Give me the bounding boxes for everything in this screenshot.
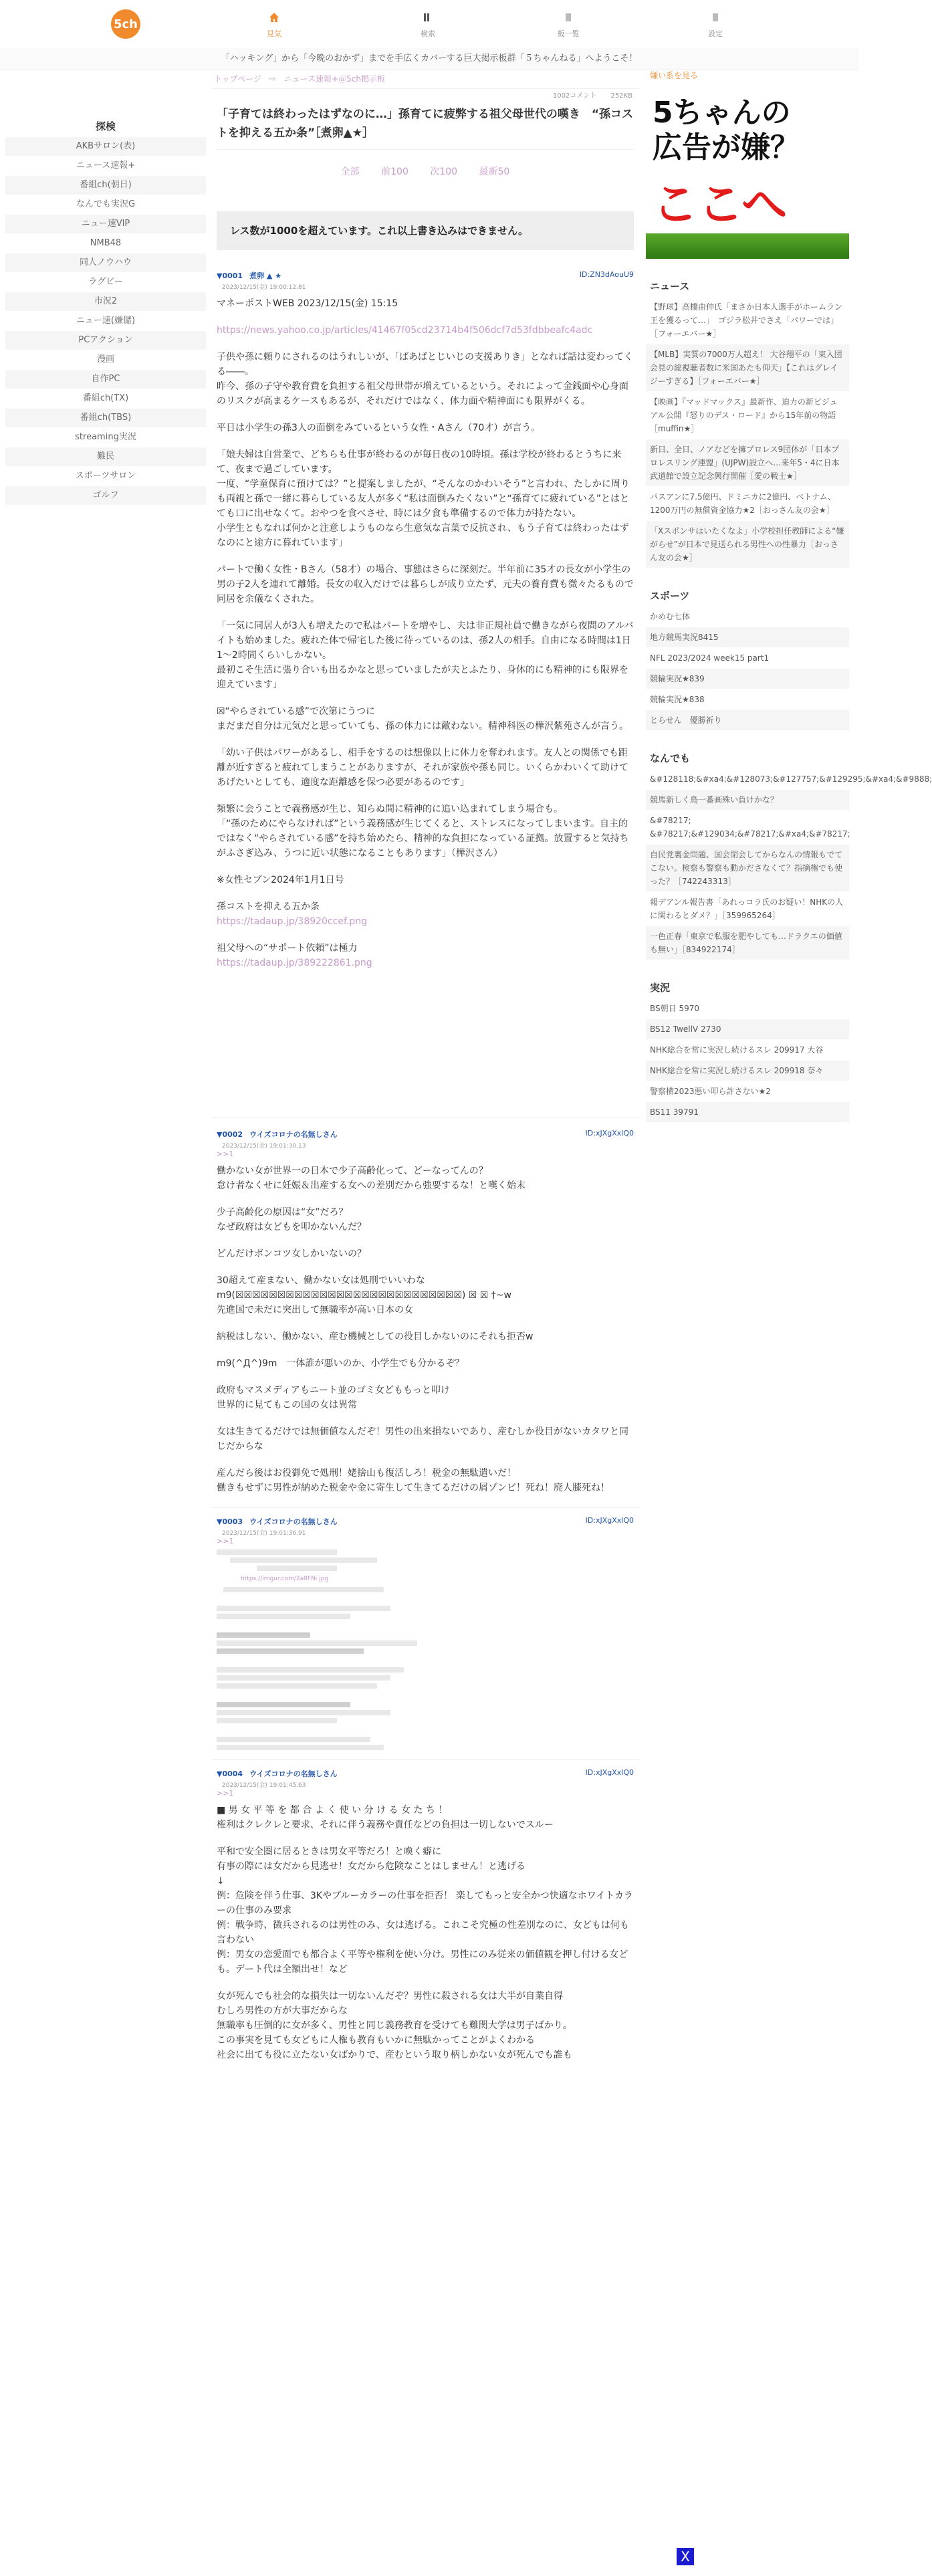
nav-search[interactable] [381, 12, 475, 39]
post-number[interactable]: ▼0004 [217, 1769, 243, 1778]
post-paragraph: どんだけボンコツ女しかいないの？ [217, 1249, 366, 1259]
thread-title: 「子育ては終わったはずなのに…」孫育てに疲弊する祖父母世代の嘆き “孫コストを抑える五か条”［煮卵▲★］ [217, 105, 634, 150]
board-link[interactable]: 番組ch(TX) [5, 389, 206, 409]
nav-home-label: 見気 [267, 29, 281, 38]
sidebar-thread-link[interactable]: 地方競馬実況8415 [646, 627, 849, 648]
sidebar-thread-link[interactable]: 【野球】高橋由伸氏「まさか日本人選手がホームラン王を獲るって…」 ゴジラ松井でさえ「パワーでは」［フォーエバー★］ [646, 297, 849, 344]
post-author: 煮卵 ▲ ★ [249, 272, 282, 280]
post-author: ウイズコロナの名無しさん [249, 1517, 338, 1526]
post-date: 2023/12/15(金) 19:00:12.81 [222, 284, 306, 291]
sidebar-thread-link[interactable]: 「Xスポンサはいたくなよ」小学校担任教師による“嫌がらせ”が日本で見送られる男性への性暴力［おっさん友の会★］ [646, 521, 849, 568]
sidebar-thread-link[interactable]: &#78217; &#78217;&#129034;&#78217;&#xa4;&#78217; [646, 811, 849, 845]
nav-home[interactable] [227, 12, 321, 39]
post-link[interactable]: https://tadaup.jp/389222861.png [217, 958, 372, 968]
post-date: 2023/12/15(金) 19:01:36.91 [222, 1530, 306, 1537]
post-header [217, 1768, 634, 1779]
board-link[interactable]: ラグビー [5, 273, 206, 292]
sidebar-thread-link[interactable]: 競輪実況★839 [646, 669, 849, 689]
site-logo[interactable]: 5ch [111, 9, 140, 39]
post-paragraph: マネーポストWEB 2023/12/15(金) 15:15 [217, 298, 398, 309]
reply-anchor[interactable]: >>1 [217, 1789, 234, 1798]
sidebar-thread-link[interactable]: &#128118;&#xa4;&#128073;&#127757;&#129295;&#xa4;&#9888; [646, 769, 849, 790]
ad-line3: ここへ [653, 179, 788, 231]
post-header [217, 1516, 634, 1527]
board-link[interactable]: ニュース速報+ [5, 156, 206, 176]
sidebar-thread-link[interactable]: とらせん 優勝祈り [646, 710, 849, 731]
ascii-link[interactable]: https://imgur.com/2a8FNi.jpg [241, 1576, 329, 1582]
ad-banner[interactable] [646, 84, 849, 259]
post-paragraph: 女は生きてるだけでは無価値なんだぞ！男性の出来損ないであり、産むしか役目がないカタワと同じだからな [217, 1426, 628, 1452]
post-paragraph: ☒“やらされている感”で次第にうつに まだまだ自分は元気だと思っていても、孫の体力には敵わない。精神科医の樺沢紫苑さんが言う。 [217, 706, 628, 732]
post-number[interactable]: ▼0003 [217, 1517, 243, 1526]
post-link[interactable]: https://news.yahoo.co.jp/articles/41467f05cd23714b4f506dcf7d53fdbbeafc4adc [217, 325, 593, 336]
board-link[interactable]: 市況2 [5, 292, 206, 312]
post-paragraph: 「一気に同居人が3人も増えたので私はパートを増やし、夫は非正規社員で働きながら夜間のアルバイトも始めました。疲れた体で帰宅した後に待っているのは、孫2人の相手。自由になる時間は1日1～2時間くらいしかない。 最初こそ生活に張り合いも出るかなと思っていましたが夫とふたり、身体的にも精神的にも限界を迎えています」 [217, 621, 634, 690]
post-paragraph: 子供や孫に頼りにされるのはうれしいが、「ばあばとじいじの支援ありき」となれば話は変わってくる――。 昨今、孫の子守や教育費を負担する祖父母世帯が増えているという。それによって金銭面や心身面のリスクが高まるケースもあるが、それだけではなく、体力面や精神面にも限界がくる。 [217, 352, 633, 407]
post-paragraph: m9(^Д^)9m 一体誰が悪いのか、小学生でも分かるぞ？ [217, 1358, 465, 1369]
post-paragraph: 「幼い子供はパワーがあるし、相手をするのは想像以上に体力を奪われます。友人との関係でも距離が近すぎると疲れてしまうことがありますが、それが家族や孫も同じ。いくらかわいくて助けてあげたいとしても、適度な距離感を保つ必要があるのです」 [217, 748, 628, 788]
sidebar-section-title: 実況 [650, 982, 671, 994]
breadcrumb-board-link[interactable]: ニュース速報+＠5ch掲示板 [283, 74, 385, 84]
pager-next100[interactable]: 次100 [430, 167, 458, 177]
pager-latest50[interactable]: 最新50 [479, 167, 510, 177]
thread-full-warning: レス数が1000を超えています。これ以上書き込みはできません。 [217, 211, 634, 250]
post-paragraph: 平日は小学生の孫3人の面倒をみているという女性・Aさん（70才）が言う。 [217, 423, 541, 433]
post [217, 1768, 634, 2062]
pager-prev100[interactable]: 前100 [381, 167, 409, 177]
post-header [217, 270, 634, 281]
sidebar-thread-link[interactable]: 【映画】『マッドマックス』最新作、迫力の新ビジュアル公開『怒りのデス・ロード』から15年前の物語［muffin★］ [646, 392, 849, 439]
sidebar-thread-link[interactable]: NFL 2023/2024 week15 part1 [646, 648, 849, 669]
pager-all[interactable]: 全部 [340, 167, 360, 177]
board-list [5, 137, 206, 506]
reply-anchor[interactable]: >>1 [217, 1150, 234, 1158]
post-author: ウイズコロナの名無しさん [249, 1130, 338, 1139]
nav-search-label: 検索 [421, 29, 435, 38]
sidebar-thread-link[interactable]: NHK総合を常に実況し続けるスレ 209917 大谷 [646, 1040, 849, 1061]
post-divider [211, 1117, 639, 1118]
sidebar-section [646, 588, 849, 731]
sidebar-section-title: なんでも [650, 752, 691, 764]
sidebar-thread-link[interactable]: 報デアンル報告書「あれっコラ氏のお疑い！NHKの人に関わるとダメ？」［359965264］ [646, 892, 849, 926]
pager [211, 165, 639, 178]
sidebar-thread-link[interactable]: 警察横2023悪い叩ら許さない★2 [646, 1081, 849, 1102]
right-sidebar [646, 70, 932, 1123]
sidebar-thread-link[interactable]: かめむ七体 [646, 607, 849, 627]
post-paragraph: 孫コストを抑える五か条 https://tadaup.jp/38920ccef.png [217, 901, 367, 927]
post-id[interactable]: ID:xJXgXxlQ0 [585, 1129, 634, 1138]
post-paragraph: 「娘夫婦は自営業で、どちらも仕事が終わるのが毎日夜の10時頃。孫は学校が終わるとうちに来て、夜まで過ごしています。 一度、“学童保育に預けては？”と提案しましたが、“そんなのかわいそう”と言われ、たしかに周りも両親と孫で一緒に暮らしている友人が多く“私は面倒みたくない”と“孫育てに疲れている”とはとても口に出せなくて。おやつを食べさせ、時には夕食も準備するので体力が持たない。 小学生ともなれば何かと注意しようものなら生意気な言葉で反抗され、もう子育ては終わったはずなのにと途方に暮れています」 [217, 449, 630, 548]
post-body [217, 1803, 634, 2062]
board-link[interactable]: ニュー速VIP [5, 215, 206, 234]
sidebar-thread-link[interactable]: BS11 39791 [646, 1102, 849, 1123]
sidebar-section [646, 279, 849, 568]
left-sidebar-title: 探検 [95, 120, 116, 132]
sidebar-thread-link[interactable]: NHK総合を常に実況し続けるスレ 209918 奈々 [646, 1061, 849, 1081]
home-icon [227, 12, 321, 24]
ad-caption[interactable]: 嫌い系を見る [650, 71, 699, 80]
nav-board-list[interactable] [521, 12, 615, 39]
left-sidebar [5, 119, 206, 506]
post-link[interactable]: https://tadaup.jp/38920ccef.png [217, 916, 367, 927]
sidebar-thread-link[interactable]: パスアンに7.5億円、ドミニカに2億円、ベトナム、1200万円の無償資金協力★2［おっさん友の会★］ [646, 487, 849, 521]
sidebar-thread-link[interactable]: BS12 TwellV 2730 [646, 1019, 849, 1040]
sidebar-thread-link[interactable]: 新日、全日、ノアなどを擁プロレス9団体が「日本プロレスリング連盟」(UJPW)設立へ…来年5・4に日本武道館で設立記念興行開催［愛の戦士★］ [646, 439, 849, 487]
breadcrumb-separator-icon: ⇨ [269, 74, 276, 84]
board-link[interactable]: streaming実況 [5, 428, 206, 447]
post [217, 1129, 634, 1495]
comment-count: 1002コメント [552, 92, 597, 100]
sidebar-thread-link[interactable]: BS朝日 5970 [646, 998, 849, 1019]
post-paragraph: 30超えて産まない、働かない女は処刑でいいわな m9(☒☒☒☒☒☒☒☒☒☒☒☒☒☒☒☒☒☒☒☒☒☒☒☒☒☒☒) ☒ ☒ †~w 先進国で未だに突出して無職率が高い日本の女 [217, 1275, 511, 1315]
post-paragraph: 働かない女が世界一の日本で少子高齢化って、どーなってんの？ 怠け者なくせに妊娠＆出産する女への差別だから強要するな！と嘆く始末 [217, 1166, 526, 1191]
board-link[interactable]: スポーツサロン [5, 467, 206, 486]
announcement-bar: 「ハッキング」から「今晩のおかず」までを手広くカバーする巨大掲示板群「５ちゃんねる」へようこそ！ [0, 48, 858, 70]
ad-line1: 5ちゃんの 広告が嫌？ [653, 96, 800, 165]
thread-meta [211, 89, 639, 104]
post-author: ウイズコロナの名無しさん [249, 1769, 338, 1778]
post [217, 1516, 634, 1750]
ascii-art [217, 1549, 634, 1750]
nav-settings[interactable] [669, 12, 762, 39]
post-id[interactable]: ID:xJXgXxlQ0 [585, 1768, 634, 1777]
post-paragraph: 祖父母への“サポート依頼”は極力 https://tadaup.jp/389222861.png [217, 943, 372, 968]
post-id[interactable]: ID:xJXgXxlQ0 [585, 1516, 634, 1525]
post-body [217, 296, 634, 970]
post-paragraph [217, 323, 634, 338]
board-link[interactable]: 同人ノウハウ [5, 253, 206, 273]
board-link[interactable]: 番組ch(朝日) [5, 176, 206, 195]
board-list-icon [521, 12, 615, 24]
sidebar-thread-link[interactable]: 【MLB】実質の7000万人超え！ 大谷翔平の「東入団会見の総視聴者数に米国あたも仰天」【これはグレイジーすぎる】［フォーエバー★］ [646, 344, 849, 392]
gear-icon [669, 12, 762, 24]
post-number[interactable]: ▼0002 [217, 1130, 243, 1139]
board-link[interactable]: なんでも実況G [5, 195, 206, 215]
sidebar-section [646, 980, 849, 1123]
sidebar-thread-link[interactable]: 一色正春「東京で私服を肥やしても…ドラクエの価値も無い」［834922174］ [646, 926, 849, 960]
post-paragraph: 少子高齢化の原因は“女”だろ？ なぜ政府は女どもを叩かないんだ？ [217, 1207, 366, 1232]
post-paragraph: 納税はしない、働かない、産む機械としての役目しかないのにそれも拒否w [217, 1331, 534, 1342]
sidebar-section [646, 751, 932, 960]
board-link[interactable]: 漫画 [5, 350, 206, 370]
close-button[interactable]: X [677, 2548, 694, 2565]
post-paragraph: ※女性セブン2024年1月1日号 [217, 875, 344, 885]
reply-anchor[interactable]: >>1 [217, 1537, 234, 1545]
thread-size: 252KB [610, 92, 632, 100]
post-header [217, 1129, 634, 1140]
board-link[interactable]: ゴルフ [5, 486, 206, 506]
breadcrumb [211, 70, 639, 89]
post-paragraph: 頻繁に会うことで義務感が生じ、知らぬ間に精神的に追い込まれてしまう場合も。 「“孫のためにやらなければ”という義務感が生じてくると、ストレスになってしまいます。自主的ではなく“やらされている感”を持ち始めたら、精神的な負担になっている証拠。放置すると気持ちがふさぎ込み、うつに近い状態になることもあります」（樺沢さん） [217, 804, 629, 859]
board-link[interactable]: 難民 [5, 447, 206, 467]
search-icon [381, 12, 475, 24]
sidebar-section-title: スポーツ [650, 590, 690, 602]
sidebar-thread-link[interactable]: 自民党裏金問題、国会閉会してからなんの情報もでてこない。検察も警察も動かださなくて？指摘権でも使った？［742243313］ [646, 845, 849, 892]
board-link[interactable]: AKBサロン(表) [5, 137, 206, 156]
board-link[interactable]: PCアクション [5, 331, 206, 350]
board-link[interactable]: ニュー速(嫌儲) [5, 312, 206, 331]
nav-board-list-label: 板一覧 [557, 29, 580, 38]
ad-grass-image [646, 233, 849, 259]
post-paragraph: ■ 男 女 平 等 を 都 合 よ く 使 い 分 け る 女 た ち ！ 権利はクレクレと要求、それに伴う義務や責任などの負担は一切しないでスルー [217, 1805, 554, 1830]
sidebar-thread-link[interactable]: 競輪実況★838 [646, 689, 849, 710]
post-divider [211, 1759, 639, 1760]
post-body [217, 1164, 634, 1495]
post-paragraph: パートで働く女性・Bさん（58才）の場合、事態はさらに深刻だ。半年前に35才の長女が小学生の男の子2人を連れて離婚。長女の収入だけでは暮らしが成り立たず、元夫の養育費も微々たるもので同居を余儀なくされた。 [217, 564, 634, 605]
sidebar-section-title: ニュース [650, 280, 690, 292]
main-thread [211, 70, 639, 2074]
post-paragraph: 平和で安全圏に居るときは男女平等だろ！と喚く癖に 有事の際には女だから見逃せ！女だから危険なことはしません！と逃げる ↓ 例：危険を伴う仕事、3Kやブルーカラーの仕事を拒否！ 楽してもっと安全かつ快適なホワイトカラーの仕事のみ要求 例：戦争時、徴兵されるのは男性のみ、女は逃げる。これこそ究極の性差別なのに、女どもは何も言わない 例：男女の恋愛面でも都合よく平等や権利を使い分け。男性にのみ従来の価値観を押し付ける女ども。デート代は全額出せ！など [217, 1846, 633, 1975]
post-id[interactable]: ID:ZN3dAouU9 [579, 270, 634, 279]
post-date: 2023/12/15(金) 19:01:45.63 [222, 1782, 306, 1789]
post-number[interactable]: ▼0001 [217, 272, 243, 280]
post-paragraph: 産んだら後はお役御免で処刑！姥捨山も復活しろ！税金の無駄遣いだ！ 働きもせずに男性が納めた税金や金に寄生して生きてるだけの屑ゾンビ！死ね！廃人膝死ね！ [217, 1468, 610, 1493]
breadcrumb-top-link[interactable]: トップページ [214, 74, 261, 84]
board-link[interactable]: 番組ch(TBS) [5, 409, 206, 428]
sidebar-thread-link[interactable]: 競馬新しく鳥一番画殊い負けかな？ [646, 790, 849, 811]
post-divider [211, 1507, 639, 1508]
board-link[interactable]: NMB48 [5, 234, 206, 253]
nav-settings-label: 設定 [708, 29, 723, 38]
right-sidebar-sections [646, 279, 932, 1123]
post-paragraph: 政府もマスメディアもニート並のゴミ女どももっと叩け 世界的に見てもこの国の女は異常 [217, 1385, 450, 1410]
post-date: 2023/12/15(金) 19:01:30.13 [222, 1143, 306, 1150]
top-header [0, 0, 858, 49]
board-link[interactable]: 自作PC [5, 370, 206, 389]
post [217, 270, 634, 970]
post-paragraph: 女が死んでも社会的な損失は一切ないんだぞ？男性に殺される女は大半が自業自得 むしろ男性の方が大事だからな 無職率も圧倒的に女が多く、男性と同じ義務教育を受けても難関大学は男子ばかり。 この事実を見ても女どもに人権も教育もいかに無駄かってことがよくわかる 社会に出ても役に立たない女ばかりで、産むという取り柄しかない女が死んでも誰も [217, 1991, 572, 2060]
